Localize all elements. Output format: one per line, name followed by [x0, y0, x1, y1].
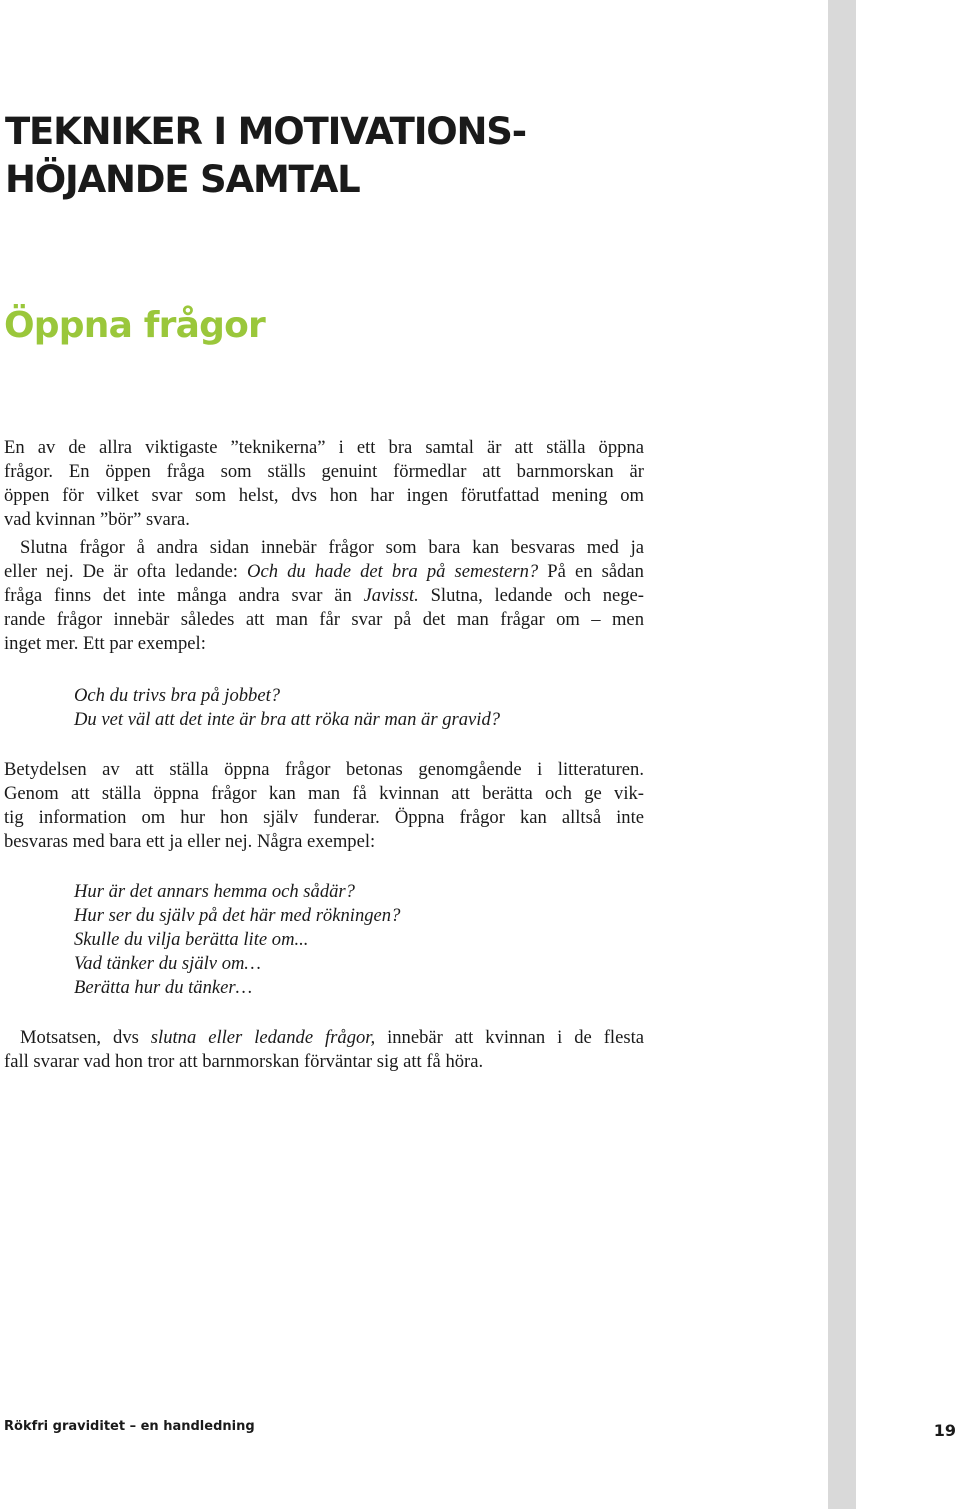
- page-number: 19: [933, 1421, 956, 1440]
- section-title: Öppna frågor: [4, 305, 265, 346]
- paragraph-4-line: fall svarar vad hon tror att barnmorskan förväntar sig att få höra.: [4, 1051, 484, 1072]
- paragraph-2-line: inget mer. Ett par exempel:: [4, 633, 206, 654]
- example-question: Vad tänker du själv om…: [74, 953, 261, 974]
- paragraph-2-line: fråga finns det inte många andra svar än Javisst. Slutna, ledande och nege-: [4, 585, 645, 606]
- page-edge-bar: [828, 0, 856, 1509]
- paragraph-2-line: rande frågor innebär således att man får svar på det man frågar om – men: [4, 609, 644, 630]
- chapter-title-line-2: HÖJANDE SAMTAL: [5, 158, 360, 201]
- example-question: Berätta hur du tänker…: [74, 977, 253, 998]
- example-question: Hur är det annars hemma och sådär?: [74, 881, 355, 902]
- example-question: Hur ser du själv på det här med rökningen?: [74, 905, 401, 926]
- paragraph-1-line: öppen för vilket svar som helst, dvs hon har ingen förutfattad mening om: [4, 485, 644, 506]
- quoted-answer: Javisst.: [363, 585, 419, 606]
- emphasized-term: slutna eller ledande frågor,: [150, 1027, 376, 1048]
- example-question: Skulle du vilja berätta lite om...: [74, 929, 309, 950]
- paragraph-2-line: eller nej. De är ofta ledande: Och du hade det bra på semestern? På en sådan: [4, 561, 644, 582]
- chapter-title-line-1: TEKNIKER I MOTIVATIONS-: [5, 110, 526, 153]
- example-question: Du vet väl att det inte är bra att röka när man är gravid?: [74, 709, 501, 730]
- paragraph-3-line: Betydelsen av att ställa öppna frågor betonas genomgående i litteraturen.: [4, 759, 644, 780]
- paragraph-2-line: Slutna frågor å andra sidan innebär frågor som bara kan besvaras med ja: [20, 537, 644, 558]
- paragraph-4-line: Motsatsen, dvs slutna eller ledande frågor, innebär att kvinnan i de flesta: [20, 1027, 644, 1048]
- paragraph-3-line: tig information om hur hon själv funderar. Öppna frågor kan alltså inte: [4, 807, 644, 828]
- paragraph-3-line: Genom att ställa öppna frågor kan man få kvinnan att berätta och ge vik-: [4, 783, 644, 804]
- paragraph-1-line: frågor. En öppen fråga som ställs genuint förmedlar att barnmorskan är: [4, 461, 644, 482]
- example-question: Och du trivs bra på jobbet?: [74, 685, 281, 706]
- paragraph-1-line: vad kvinnan ”bör” svara.: [4, 509, 190, 530]
- paragraph-3-line: besvaras med bara ett ja eller nej. Några exempel:: [4, 831, 376, 852]
- footer-publication-title: Rökfri graviditet – en handledning: [4, 1419, 255, 1434]
- chapter-title: [5, 108, 526, 204]
- quoted-question: Och du hade det bra på semestern?: [247, 561, 539, 582]
- paragraph-1-line: En av de allra viktigaste ”teknikerna” i ett bra samtal är att ställa öppna: [4, 437, 644, 458]
